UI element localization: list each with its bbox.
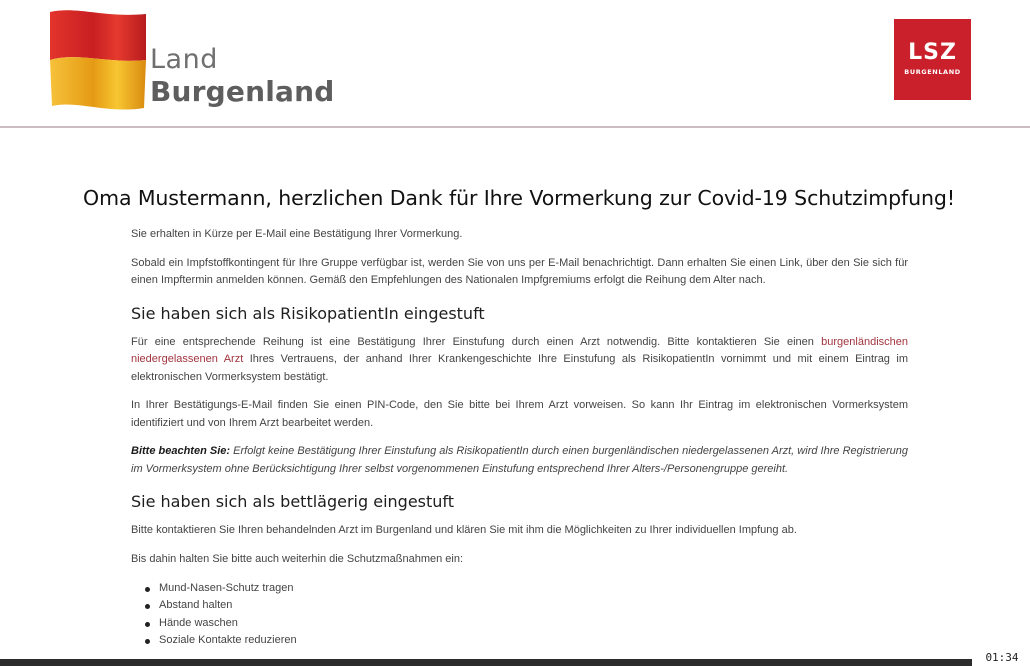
note-paragraph: [131, 443, 908, 478]
note-text: Erfolgt keine Bestätigung Ihrer Einstufung als RisikopatientIn durch einen burgenländischen niedergelassenen Arzt, wird Ihre Registrierung im Vormerksystem ohne Berücksichtigung Ihrer selbst vorgenommenen Einstufung entsprechend Ihrer Alters-/Personengruppe gereiht.: [131, 445, 908, 475]
lsz-logo-subtext: BURGENLAND: [904, 68, 961, 76]
note-label: Bitte beachten Sie:: [131, 445, 231, 457]
bullet-icon: [145, 622, 150, 627]
list-item: [131, 597, 908, 614]
bullet-icon: [145, 587, 150, 592]
bedridden-section-heading: Sie haben sich als bettlägerig eingestuft: [131, 492, 455, 511]
risk-section-paragraph: [131, 334, 908, 387]
doctor-link[interactable]: burgenländischen niedergelassenen Arzt: [131, 335, 908, 365]
brand-wordmark[interactable]: [150, 44, 335, 108]
risk-text-after-link: Ihres Vertrauens, der anhand Ihrer Krankengeschichte Ihre Einstufung als RisikopatientIn vornimmt und mit einem Eintrag im elektronischen Vormerksystem bestätigt.: [131, 353, 908, 383]
bullet-icon: [145, 639, 150, 644]
bullet-icon: [145, 604, 150, 609]
header-divider: [0, 126, 1030, 128]
intro-notification-text: Sobald ein Impfstoffkontingent für Ihre Gruppe verfügbar ist, werden Sie von uns per E-Mail benachrichtigt. Dann erhalten Sie einen Link, über den Sie sich für einen Impftermin anmelden können. Gemäß den Empfehlungen des Nationalen Impfgremiums erfolgt die Reihung dem Alter nach.: [131, 256, 908, 286]
video-progress-bar[interactable]: [0, 659, 972, 666]
brand-line-burgenland: Burgenland: [150, 75, 335, 108]
list-item: [131, 632, 908, 649]
brand-line-land: Land: [150, 44, 218, 75]
list-item-label: Hände waschen: [159, 616, 238, 629]
page-title: Oma Mustermann, herzlichen Dank für Ihre Vormerkung zur Covid-19 Schutzimpfung!: [83, 186, 955, 210]
site-header: [0, 0, 1030, 128]
pin-code-paragraph: In Ihrer Bestätigungs-E-Mail finden Sie einen PIN-Code, den Sie bitte bei Ihrem Arzt vorweisen. So kann Ihr Eintrag im elektronischen Vormerksystem identifiziert und von Ihrem Arzt bearbeitet werden.: [131, 399, 908, 429]
protective-measures-list: [131, 580, 908, 650]
risk-text-before-link: Für eine entsprechende Reihung ist eine Bestätigung Ihrer Einstufung durch einen Arzt notwendig. Bitte kontaktieren Sie einen: [131, 335, 822, 348]
video-timestamp: 01:34: [974, 650, 1030, 666]
list-item: [131, 580, 908, 597]
bedridden-paragraph: Bitte kontaktieren Sie Ihren behandelnden Arzt im Burgenland und klären Sie mit ihm die Möglichkeiten zu Ihrer individuellen Impfung ab.: [131, 524, 797, 536]
lsz-logo-text: LSZ: [908, 40, 957, 65]
list-item-label: Soziale Kontakte reduzieren: [159, 634, 297, 647]
main-content: [131, 226, 908, 650]
list-item: [131, 615, 908, 632]
list-item-label: Abstand halten: [159, 599, 233, 612]
risk-section-heading: Sie haben sich als RisikopatientIn eingestuft: [131, 303, 485, 323]
burgenland-flag-logo: [48, 8, 148, 112]
lsz-burgenland-logo[interactable]: [894, 19, 971, 100]
list-item-label: Mund-Nasen-Schutz tragen: [159, 582, 294, 594]
measures-intro-text: Bis dahin halten Sie bitte auch weiterhin die Schutzmaßnahmen ein:: [131, 552, 464, 565]
intro-confirmation-text: Sie erhalten in Kürze per E-Mail eine Bestätigung Ihrer Vormerkung.: [131, 228, 463, 240]
